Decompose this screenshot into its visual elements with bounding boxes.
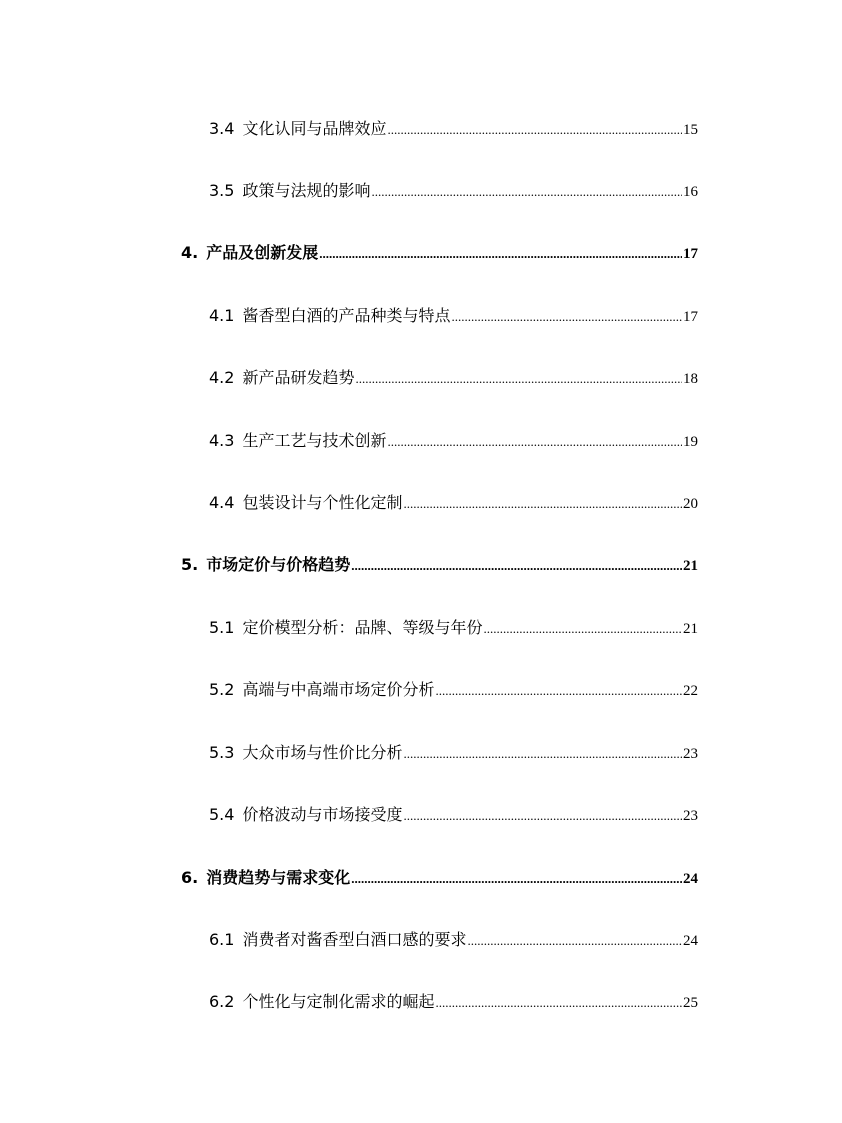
toc-entry-number: 4.4 [209, 493, 235, 512]
toc-entry-title: 文化认同与品牌效应 [242, 119, 387, 138]
toc-chapter-number: 6. [181, 868, 199, 887]
toc-entry-title: 价格波动与市场接受度 [242, 805, 403, 824]
toc-entry-4-3[interactable] [209, 428, 698, 454]
toc-entry-page: 22 [683, 683, 698, 699]
dot-leader [371, 179, 682, 205]
toc-entry-number: 5.4 [209, 805, 235, 824]
toc-entry-title: 个性化与定制化需求的崛起 [242, 992, 435, 1011]
toc-entry-4-4[interactable] [209, 490, 698, 516]
toc-chapter-5[interactable] [181, 552, 698, 578]
toc-chapter-page: 17 [683, 246, 698, 262]
toc-entry-title: 包装设计与个性化定制 [242, 493, 403, 512]
toc-entry-number: 5.2 [209, 680, 235, 699]
dot-leader [403, 491, 682, 517]
dot-leader [435, 990, 682, 1016]
toc-chapter-title: 消费趋势与需求变化 [206, 868, 351, 887]
toc-entry-number: 6.1 [209, 930, 235, 949]
toc-entry-page: 21 [683, 621, 698, 637]
toc-entry-page: 23 [683, 808, 698, 824]
toc-entry-page: 18 [683, 371, 698, 387]
toc-entry-6-1[interactable] [209, 927, 698, 953]
toc-entry-page: 17 [683, 309, 698, 325]
toc-entry-page: 23 [683, 746, 698, 762]
toc-entry-page: 15 [683, 122, 698, 138]
toc-entry-number: 4.3 [209, 431, 235, 450]
dot-leader [483, 616, 682, 642]
toc-entry-title: 酱香型白酒的产品种类与特点 [242, 306, 451, 325]
toc-entry-number: 4.1 [209, 306, 235, 325]
toc-entry-number: 4.2 [209, 368, 235, 387]
dot-leader [319, 241, 682, 267]
toc-entry-page: 16 [683, 184, 698, 200]
toc-entry-title: 政策与法规的影响 [242, 181, 371, 200]
toc-entry-5-1[interactable] [209, 615, 698, 641]
toc-entry-3-4[interactable] [209, 116, 698, 142]
toc-chapter-page: 21 [683, 558, 698, 574]
toc-entry-title: 大众市场与性价比分析 [242, 743, 403, 762]
dot-leader [351, 553, 682, 579]
toc-entry-6-2[interactable] [209, 989, 698, 1015]
toc-chapter-6[interactable] [181, 865, 698, 891]
dot-leader [351, 866, 682, 892]
dot-leader [387, 429, 682, 455]
toc-chapter-title: 产品及创新发展 [206, 243, 319, 262]
toc-entry-4-1[interactable] [209, 303, 698, 329]
dot-leader [387, 117, 682, 143]
toc-entry-5-4[interactable] [209, 802, 698, 828]
toc-entry-number: 3.4 [209, 119, 235, 138]
dot-leader [403, 803, 682, 829]
toc-entry-number: 3.5 [209, 181, 235, 200]
toc-chapter-4[interactable] [181, 240, 698, 266]
dot-leader [355, 366, 682, 392]
dot-leader [451, 304, 682, 330]
dot-leader [403, 741, 682, 767]
toc-chapter-title: 市场定价与价格趋势 [206, 555, 351, 574]
toc-entry-5-2[interactable] [209, 677, 698, 703]
toc-entry-3-5[interactable] [209, 178, 698, 204]
toc-entry-page: 19 [683, 434, 698, 450]
toc-entry-title: 定价模型分析：品牌、等级与年份 [242, 618, 483, 637]
toc-entry-number: 5.3 [209, 743, 235, 762]
toc-entry-title: 生产工艺与技术创新 [242, 431, 387, 450]
toc-entry-title: 高端与中高端市场定价分析 [242, 680, 435, 699]
toc-chapter-number: 5. [181, 555, 199, 574]
toc-entry-number: 5.1 [209, 618, 235, 637]
toc-entry-page: 20 [683, 496, 698, 512]
toc-entry-number: 6.2 [209, 992, 235, 1011]
toc-entry-page: 24 [683, 933, 698, 949]
toc-chapter-number: 4. [181, 243, 199, 262]
toc-entry-title: 新产品研发趋势 [242, 368, 355, 387]
toc-entry-5-3[interactable] [209, 740, 698, 766]
toc-entry-page: 25 [683, 995, 698, 1011]
toc-entry-title: 消费者对酱香型白酒口感的要求 [242, 930, 467, 949]
dot-leader [435, 678, 682, 704]
toc-chapter-page: 24 [683, 871, 698, 887]
dot-leader [467, 928, 682, 954]
toc-entry-4-2[interactable] [209, 365, 698, 391]
